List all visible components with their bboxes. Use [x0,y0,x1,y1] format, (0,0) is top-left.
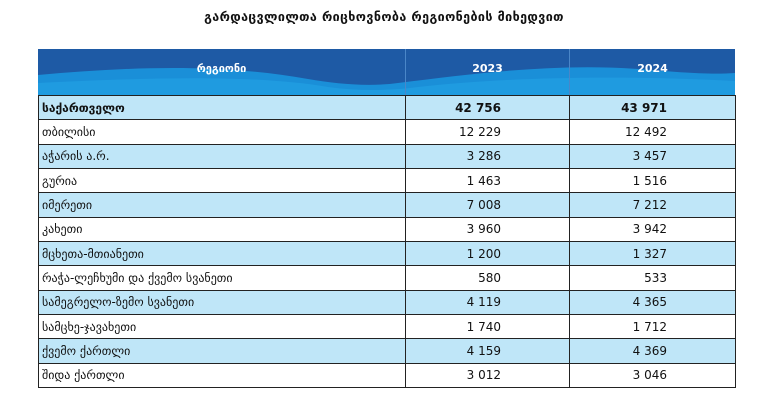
value-2024-cell: 7 212 [570,193,736,217]
data-table [38,95,736,388]
value-2024-cell: 4 369 [570,339,736,363]
header-year-2023: 2023 [472,62,503,75]
value-2023-cell: 1 463 [406,169,570,193]
region-cell: ქვემო ქართლი [39,339,406,363]
page-title: გარდაცვლილთა რიცხოვნობა რეგიონების მიხედვით [204,9,564,24]
region-cell: მცხეთა-მთიანეთი [39,242,406,266]
value-2023-cell: 42 756 [406,96,570,120]
table-row [39,315,736,339]
value-2023-cell: 1 740 [406,315,570,339]
value-2023-cell: 1 200 [406,242,570,266]
table-row [39,217,736,241]
region-cell: სამცხე-ჯავახეთი [39,315,406,339]
region-cell: კახეთი [39,217,406,241]
value-2024-cell: 533 [570,266,736,290]
value-2023-cell: 7 008 [406,193,570,217]
value-2023-cell: 3 960 [406,217,570,241]
value-2024-cell: 1 516 [570,169,736,193]
value-2023-cell: 12 229 [406,120,570,144]
table-row [39,266,736,290]
value-2024-cell: 43 971 [570,96,736,120]
value-2024-cell: 12 492 [570,120,736,144]
header-region: რეგიონი [196,62,247,75]
table-row [39,290,736,314]
value-2023-cell: 3 012 [406,363,570,387]
table-row [39,120,736,144]
region-cell: სამეგრელო-ზემო სვანეთი [39,290,406,314]
value-2023-cell: 4 159 [406,339,570,363]
value-2023-cell: 3 286 [406,144,570,168]
value-2024-cell: 1 327 [570,242,736,266]
region-cell: აჭარის ა.რ. [39,144,406,168]
table-row [39,169,736,193]
value-2024-cell: 1 712 [570,315,736,339]
value-2024-cell: 3 046 [570,363,736,387]
table-row [39,193,736,217]
region-cell: იმერეთი [39,193,406,217]
region-cell: რაჭა-ლეჩხუმი და ქვემო სვანეთი [39,266,406,290]
table-row-total [39,96,736,120]
table-row [39,242,736,266]
region-cell: შიდა ქართლი [39,363,406,387]
mortality-table [38,49,735,388]
region-cell: თბილისი [39,120,406,144]
header-year-2024: 2024 [637,62,668,75]
table-row [39,144,736,168]
value-2023-cell: 580 [406,266,570,290]
region-cell: გურია [39,169,406,193]
value-2024-cell: 3 942 [570,217,736,241]
table-row [39,363,736,387]
value-2024-cell: 3 457 [570,144,736,168]
table-row [39,339,736,363]
value-2024-cell: 4 365 [570,290,736,314]
region-cell: საქართველო [39,96,406,120]
value-2023-cell: 4 119 [406,290,570,314]
table-header [38,49,735,95]
